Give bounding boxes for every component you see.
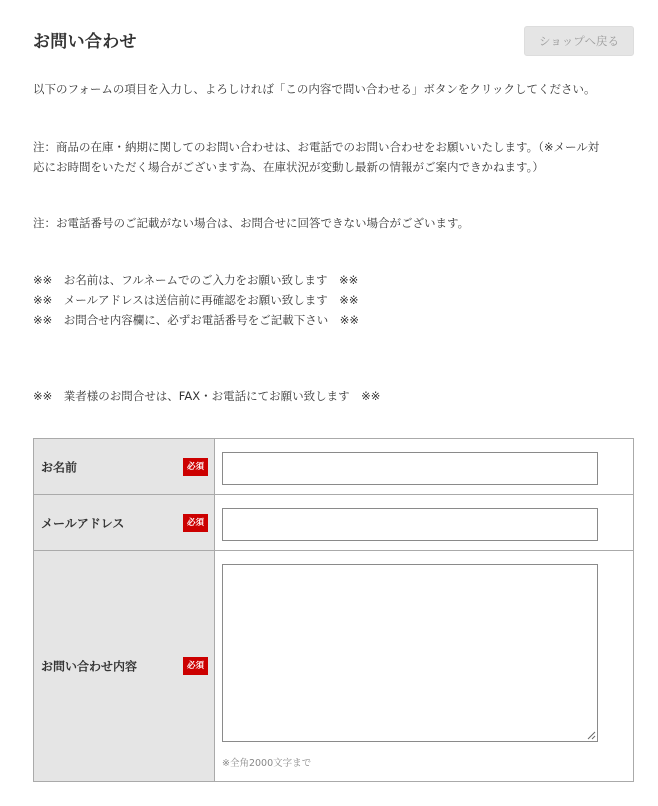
page-title: お問い合わせ xyxy=(33,32,137,52)
required-badge: 必須 xyxy=(183,458,208,476)
back-to-shop-button[interactable]: ショップへ戻る xyxy=(524,26,634,56)
character-limit-note: ※全角2000文字まで xyxy=(222,758,312,769)
business-note: ※※ 業者様のお問合せは、FAX・お電話にてお願い致します ※※ xyxy=(33,389,381,403)
form-input-cell xyxy=(215,551,633,781)
message-label: お問い合わせ内容 xyxy=(41,659,138,674)
phone-note: 注：お電話番号のご記載がない場合は、お問合せに回答できない場合がございます。 xyxy=(33,216,470,230)
form-input-cell xyxy=(215,495,633,550)
form-label-cell xyxy=(34,439,215,494)
stock-note-line-1: 注：商品の在庫・納期に関してのお問い合わせは、お電話でのお問い合わせをお願いいたします。（※メール対 xyxy=(33,140,600,154)
name-field[interactable] xyxy=(222,452,598,485)
contact-form xyxy=(33,438,634,782)
email-label: メールアドレス xyxy=(41,516,125,530)
rule-item: ※※ お問合せ内容欄に、必ずお電話番号をご記載下さい ※※ xyxy=(33,313,360,327)
email-field[interactable] xyxy=(222,508,598,541)
form-row-email xyxy=(34,495,633,551)
form-row-name xyxy=(34,439,633,495)
stock-note-line-2: 応にお時間をいただく場合がございます為、在庫状況が変動し最新の情報がご案内できかねます。） xyxy=(33,160,544,174)
resize-handle-icon[interactable] xyxy=(587,731,596,740)
form-input-cell xyxy=(215,439,633,494)
rule-item: ※※ お名前は、フルネームでのご入力をお願い致します ※※ xyxy=(33,273,359,287)
name-label: お名前 xyxy=(41,460,78,474)
required-badge: 必須 xyxy=(183,514,208,532)
form-label-cell xyxy=(34,551,215,781)
rule-item: ※※ メールアドレスは送信前に再確認をお願い致します ※※ xyxy=(33,293,359,307)
message-textarea[interactable] xyxy=(222,564,598,742)
instruction-text: 以下のフォームの項目を入力し、よろしければ「この内容で問い合わせる」ボタンをクリックしてください。 xyxy=(33,82,596,96)
form-row-message xyxy=(34,551,633,781)
rules-list xyxy=(33,270,359,330)
form-label-cell xyxy=(34,495,215,550)
required-badge: 必須 xyxy=(183,657,208,675)
stock-note xyxy=(33,137,599,177)
